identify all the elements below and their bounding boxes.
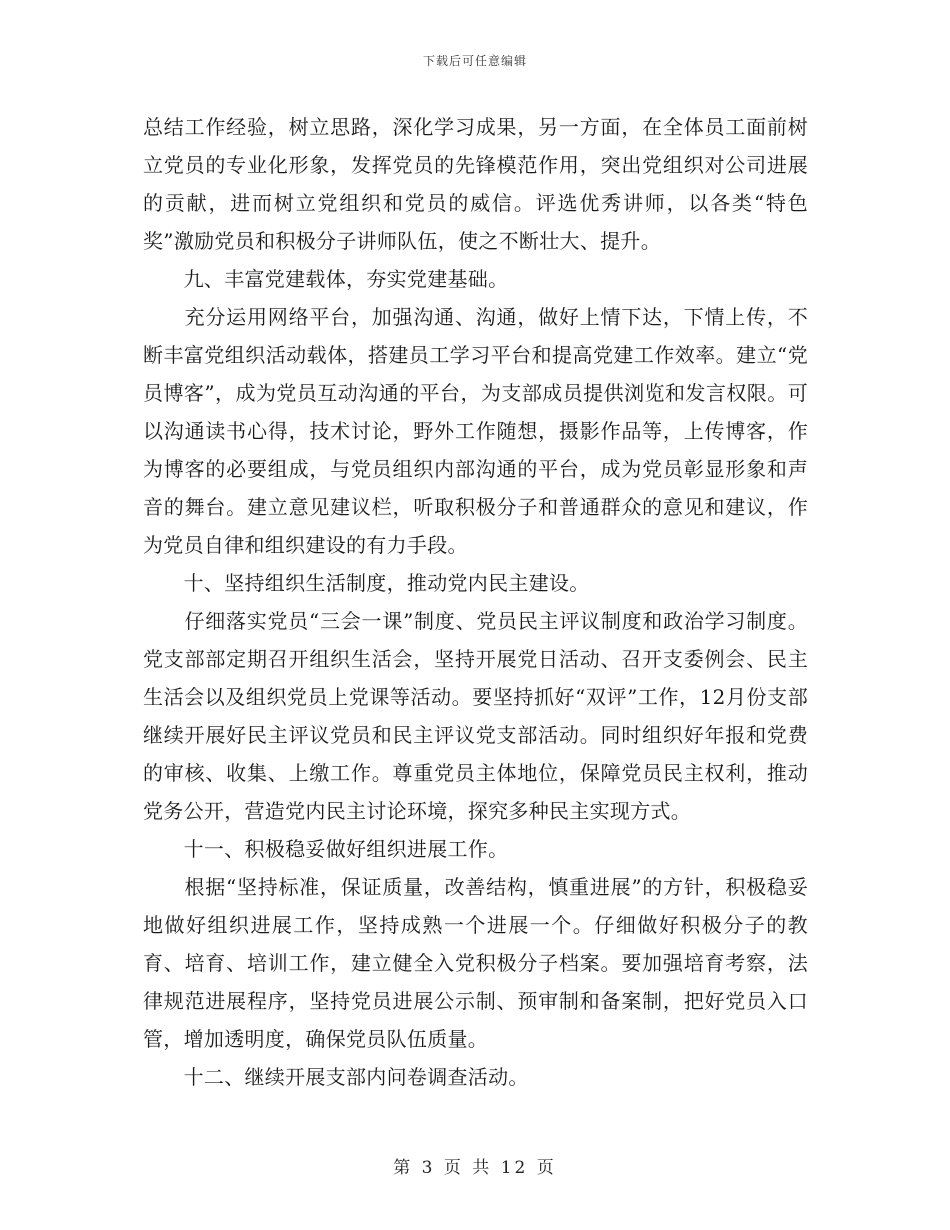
- section-heading-12: 十二、继续开展支部内问卷调查活动。: [143, 1065, 529, 1089]
- paragraph-section-9: 充分运用网络平台，加强沟通、沟通，做好上情下达，下情上传，不断丰富党组织活动载体，搭建员工学习平台和提高党建工作效率。建立“党员博客”，成为党员互动沟通的平台，为支部成员提供浏览和发言权限。可以沟通读书心得，技术讨论，野外工作随想，摄影作品等，上传博客，作为博客的必要组成，与党员组织内部沟通的平台，成为党员彰显形象和声音的舞台。建立意见建议栏，听取积极分子和普通群众的意见和建议，作为党员自律和组织建设的有力手段。: [143, 305, 808, 557]
- document-body: [143, 108, 808, 1096]
- page-header-note: 下载后可任意编辑: [422, 54, 527, 68]
- section-heading-11: 十一、积极稳妥做好组织进展工作。: [143, 837, 509, 861]
- paragraph-section-11: 根据“坚持标准，保证质量，改善结构，慎重进展”的方针，积极稳妥地做好组织进展工作，坚持成熟一个进展一个。仔细做好积极分子的教育、培育、培训工作，建立健全入党积极分子档案。要加强培育考察，法律规范进展程序，坚持党员进展公示制、预审制和备案制，把好党员入口管，增加透明度，确保党员队伍质量。: [143, 875, 808, 1051]
- paragraph-section-10: 仔细落实党员“三会一课”制度、党员民主评议制度和政治学习制度。党支部部定期召开组织生活会，坚持开展党日活动、召开支委例会、民主生活会以及组织党员上党课等活动。要坚持抓好“双评”工作，12月份支部继续开展好民主评议党员和民主评议党支部活动。同时组织好年报和党费的审核、收集、上缴工作。尊重党员主体地位，保障党员民主权利，推动党务公开，营造党内民主讨论环境，探究多种民主实现方式。: [143, 609, 808, 823]
- paragraph-continuation: 总结工作经验，树立思路，深化学习成果，另一方面，在全体员工面前树立党员的专业化形象，发挥党员的先锋模范作用，突出党组织对公司进展的贡献，进而树立党组织和党员的威信。评选优秀讲师，以各类“特色奖”激励党员和积极分子讲师队伍，使之不断壮大、提升。: [143, 115, 808, 253]
- page-number: 第 3 页 共 12 页: [393, 1158, 557, 1178]
- section-heading-9: 九、丰富党建载体，夯实党建基础。: [143, 267, 509, 291]
- section-heading-10: 十、坚持组织生活制度，推动党内民主建设。: [143, 571, 590, 595]
